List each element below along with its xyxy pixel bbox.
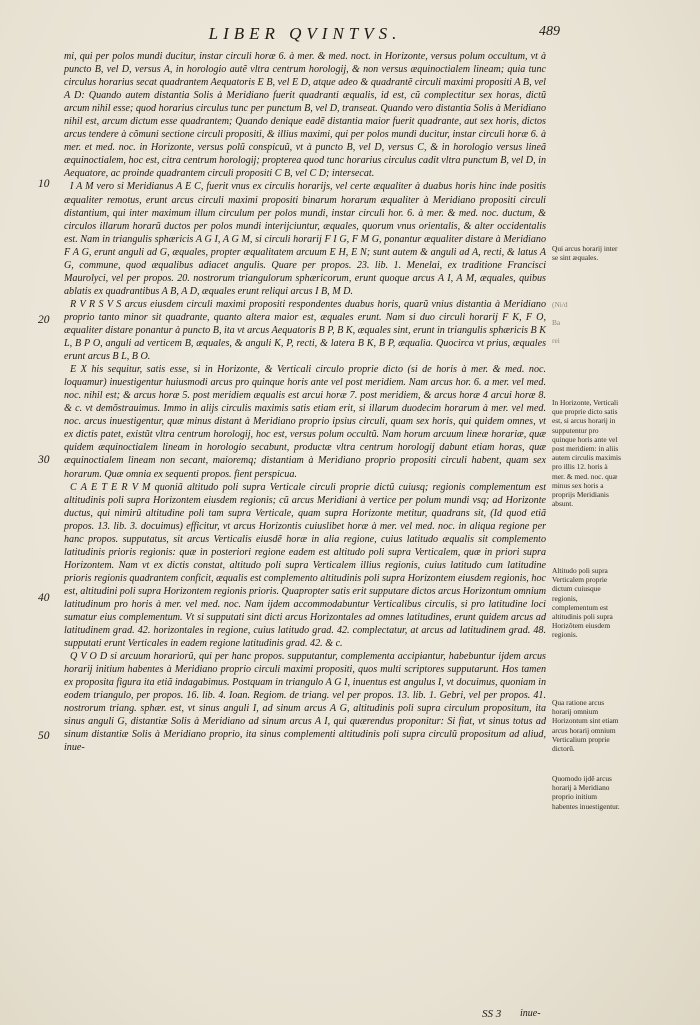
line-number: 50 <box>38 730 50 742</box>
margin-note: Qui arcus horarij inter se sint æquales. <box>552 244 618 263</box>
catchword: inue- <box>520 1008 541 1019</box>
paragraph: mi, qui per polos mundi ducitur, instar circuli horæ 6. à mer. & med. noct. in Horizonte, versus polum occultum, vt à puncto B, vel D, versus A, in horologio autẽ vltra centrum horologij, & non versus æquinoctialem lineam; quia tunc circulus horarius secat quadrantem Aequatoris E B, vel E D, atque adeo & quadrantẽ circuli maximi propositi A B, vel A D: Quando autem distantia Solis à Meridiano fuerit quadranti æqualis, id est, cũ complectitur sex horas, dictũ arcum nihil esse; quod horarius circulus tunc per punctum B, vel D, transeat. Quando vero distantia Solis à Meridiano nihil est, arcum dictum esse quadrantem; Quando denique eadẽ distantia maior fuerit quadrante, aut sex horis, dictos arcus tendere à cõmuni sectione circuli propositi, & illius maximi, qui per polos mundi ducitur, instar circuli horæ 6. à mer. et med. noc. in Horizonte, versus polũ conspicuũ, vt à puncto B, vel D, versus C, & in horologio versus lineã æquinoctialem, hoc est, citra centrum horologij; propterea quod tunc horarius circulus cadit vltra punctum B, vel D, in Aequatore, ac proinde quadrantem circuli propositi C B, vel C D; intersecat. <box>64 51 546 180</box>
paragraph: E X his sequitur, satis esse, si in Horizonte, & Verticali circulo proprie dicto (si de horis à mer. & med. noc. loquamur) inuestigentur huiusmodi arcus pro quinque horis ante vel post meridiem. Nam arcus hor. 6. a mer. vel med. noc. nihil est; & arcus horæ 5. post meridiem æqualis est arcui horæ 7. post meridiem, & arcus horæ 4 arcui horæ 8. & c. vt demõstrauimus. Immo in alijs circulis maximis satis etiam erit, si illarum duodecim horarum à mer. vel med. noc. arcus inuestigentur, quæ minus distant à Meridiano proprio ipsius circuli, quam sex horis, qui quidem omnes, vt ex dictis patet, existũt vltra centrum horologij, hoc est, versus polum occultũ. Nam horum arcuum lineæ horariæ, quæ quidem æquinoctialem lineam in horologio secabunt, productæ vltra centrum horologij dabunt etiam horas, quæ æquinoctialem lineam non secant, maioremq; distantiam à Meridiano proprio propositi circuli habent, quam sex horarum. Quæ omnia ex sequenti propos. fient perspicua. <box>64 364 546 480</box>
faded-margin-mark: rei <box>552 336 560 345</box>
paragraph: Q V O D si arcuum horariorũ, qui per hanc propos. supputantur, complementa accipiantur, habebuntur ijdem arcus horarij initium habentes à Meridiano proprio circuli maximi propositi, quos multi scriptores supputarunt. Hos tamen ex proposita figura ita etiã indagabimus. Postquam in triangulo A G I, inuentus est angulus I, vt docuimus, quoniam in eodem triangulo, per propos. 16. lib. 4. Ioan. Regiom. de triang. vel per propos. 13. lib. 1. Gebri, vel per propos. 41. nostrorum triang. sphær. est, vt sinus anguli I, ad sinum arcus A G, altitudinis poli supra circulum propositum, ita sinus anguli G, distantiæ Solis à Meridiano ad sinum arcus A I, qui quærendus proponitur: Si fiat, vt sinus totus ad sinum distantiæ Solis à Meridiano proprio, ita sinus complementi altitudinis poli supra circulũ propositum ad aliud, inue- <box>64 651 546 754</box>
paragraph: I A M vero si Meridianus A E C, fuerit vnus ex circulis horarijs, vel certe æqualiter à duabus horis hinc inde positis æqualiter remotus, erunt arcus circuli maximi propositi binarum horarum æqualiter à Meridiano propositi circuli distantium, qui inter maximum illum circulum per polos mundi, instar circuli hor. 6. à mer. & med. noc. ductum, & circulos illarum horarũ ductos per polos mundi interijciuntur, æquales, quorum vnus orientalis, & alter occidentalis est. Nam in triangulis sphæricis A G I, A G M, si circuli horarij F I G, F M G, ponantur æqualiter distare à Meridiano F A G, erunt anguli ad G, æquales, propter æqualitatem arcuum E H, E N; sunt autem & anguli ad A, recti, & latus A G, commune, quod æqualibus adiacet angulis. Quare per propos. 23. lib. 1. Menelai, ex traditione Francisci Maurolyci, vel per propos. 20. nostrorum triangulorum sphæricorum, erunt quoque arcus A I, A M, æquales, quibus ablatis ex quadrantibus A B, A D, æquales erunt reliqui arcus I B, M D. <box>64 181 546 297</box>
faded-margin-mark: (Ni/d <box>552 300 568 309</box>
margin-note: In Horizonte, Verticali que proprie dicto satis est, si arcus horarij in supputentur pro quinque horis ante vel post meridiem: in aliis autem circulis maximis pro illis 12. horis à mer. & med. noc. quæ minus sex horis a proprijs Meridianis absunt. <box>552 398 621 509</box>
page-header <box>60 24 560 48</box>
paragraph: R V R S V S arcus eiusdem circuli maximi propositi respondentes duabus horis, quarũ vnius distantia à Meridiano proprio tanto minor sit quadrante, quanto altera maior est, æquales erunt. Nam si duo circuli horarij F K, F O, æqualiter distare ponantur à puncto B, ita vt arcus Aequatoris B P, B K, æquales sint, erunt in triangulis sphæricis B K L, B P O, anguli ad verticem B, æquales, & anguli K, P, recti, & latera B K, B P, æqualia. Quocirca vt prius, æquales erunt arcus B L, B O. <box>64 298 546 363</box>
faded-margin-mark: Ba <box>552 318 561 327</box>
line-number: 40 <box>38 592 50 604</box>
page-number: 489 <box>539 24 560 39</box>
margin-note: Qua ratione arcus horarij omnium Horizontum sint etiam arcus horarij omnium Verticalium proprie dictorũ. <box>552 698 619 754</box>
margin-note: Altitudo poli supra Verticalem proprie dictum cuiusque regionis, complementum est altitudinis poli supra Horizõtem eiusdem regionis. <box>552 566 613 640</box>
main-text-column <box>64 50 546 755</box>
margin-note: Quomodo ijdẽ arcus horarij à Meridiano proprio initium habentes inuestigentur. <box>552 774 620 811</box>
signature-mark: SS 3 <box>482 1008 502 1020</box>
running-head: LIBER QVINTVS. <box>208 24 402 43</box>
paragraph: C A E T E R V M quoniã altitudo poli supra Verticale circuli proprie dictũ cuiusq; regionis complementum est altitudinis poli supra Horizontem eiusdem regionis; cũ arcus Meridiani à vertice per polum mundi vsq; ad Horizonte ductus, qui nimirũ altitudine poli tam supra Verticale, quam supra Horizonte metitur, quadrans sit, (Id quod etiã propos. 13. lib. 3. docuimus) efficitur, vt arcus Horizontis cuiuslibet horæ à mer. vel med. noc. in aliqua regione per hanc propos. supputatus, sit arcus Verticalis eiusdẽ horæ in alia regione, cuius latitudo æqualis sit complemento latitudinis prioris regionis: quæ in posteriori regione eadem est altitudo poli supra Verticalem, quæ in priori supra Horizontem. Nam vt ex dictis constat, altitudo poli supra Verticalem illius regionis, cuius latitudo cum latitudine prioris regionis quadrantem conficit, æqualis est complemento altitudinis poli supra Horizontem eiusdem regionis, hoc est, altitudini poli supra Horizontem regionis prioris. Quapropter satis erit supputare dictos arcus Horizontum omnium latitudinum pro horis à mer. vel med. noc. Nam ijdem accommodabuntur Verticalibus circulis, si pro latitudine loci sumatur eius complementum. Vt si supputati sint dicti arcus Horizontales ad omnes latitudines, erunt quidem arcus ad latitudinem grad. 42. horizontales in regione, cuius latitudo grad. 42. complectatur, at arcus ad latitudinem grad. 48. supputati erunt Verticales in eadem regione latitudinis grad. 42. & c. <box>64 481 546 650</box>
line-number: 30 <box>38 454 50 466</box>
line-number: 10 <box>38 178 50 190</box>
line-number: 20 <box>38 314 50 326</box>
